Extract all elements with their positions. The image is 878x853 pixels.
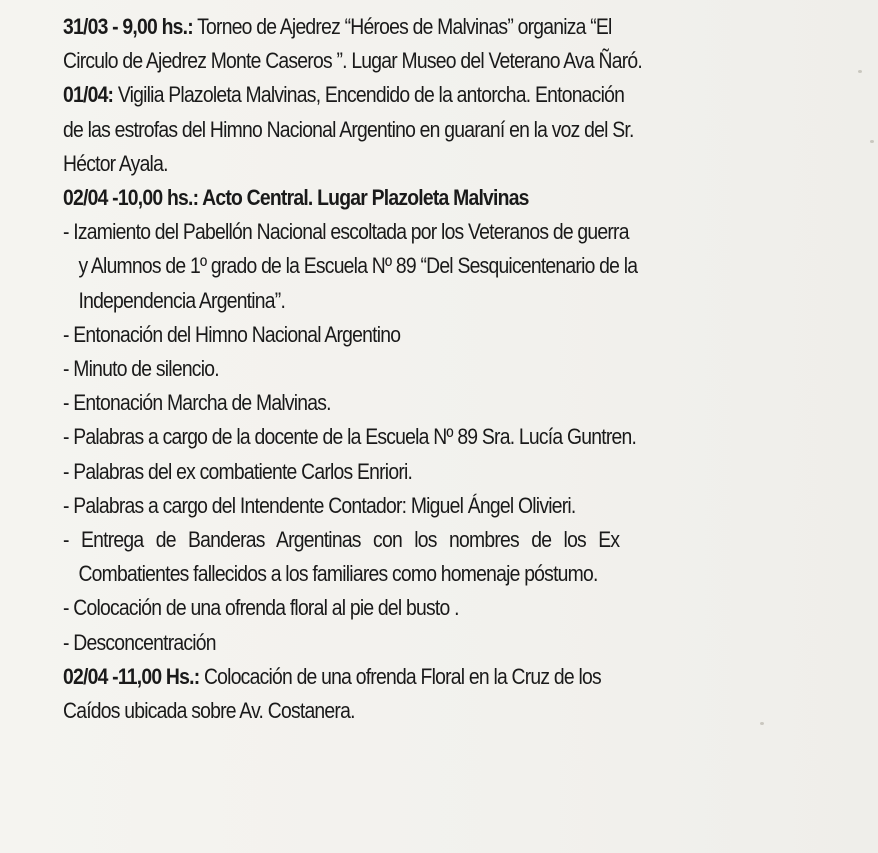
event-text: Torneo de Ajedrez “Héroes de Malvinas” organiza “El: [192, 14, 612, 39]
list-item-continuation: Combatientes fallecidos a los familiares como homenaje póstumo.: [78, 561, 598, 587]
list-item: - Entonación Marcha de Malvinas.: [63, 390, 331, 416]
event-date: 02/04 -11,00 Hs.:: [63, 663, 200, 689]
event-line: Héctor Ayala.: [63, 150, 168, 176]
event-line: Circulo de Ajedrez Monte Caseros ”. Lugar Museo del Veterano Ava Ñaró.: [63, 48, 642, 74]
list-item: - Palabras a cargo del Intendente Contador: Miguel Ángel Olivieri.: [63, 492, 576, 518]
paper-speck: [760, 722, 764, 725]
list-item: - Desconcentración: [63, 629, 216, 655]
event-line: de las estrofas del Himno Nacional Argentino en guaraní en la voz del Sr.: [63, 116, 634, 142]
list-item: - Colocación de una ofrenda floral al pie del busto .: [63, 595, 459, 621]
event-text: Vigilia Plazoleta Malvinas, Encendido de la antorcha. Entonación: [113, 82, 625, 108]
list-item: - Entrega de Banderas Argentinas con los nombres de los Ex: [63, 527, 620, 553]
paper-speck: [858, 70, 862, 73]
event-line: [63, 660, 704, 694]
event-line: [63, 10, 704, 44]
list-item: - Palabras a cargo de la docente de la Escuela Nº 89 Sra. Lucía Guntren.: [63, 424, 637, 450]
event-date: 01/04:: [63, 82, 114, 108]
list-item-continuation: Independencia Argentina”.: [78, 287, 286, 313]
event-line: Caídos ubicada sobre Av. Costanera.: [63, 698, 355, 724]
event-date: 31/03 - 9,00 hs.:: [63, 14, 193, 39]
list-item: - Minuto de silencio.: [63, 356, 219, 382]
list-item: - Entonación del Himno Nacional Argentino: [63, 321, 401, 347]
event-line: [63, 78, 704, 112]
list-item-continuation: y Alumnos de 1º grado de la Escuela Nº 89 “Del Sesquicentenario de la: [78, 253, 638, 279]
list-item: - Izamiento del Pabellón Nacional escoltada por los Veteranos de guerra: [63, 219, 629, 245]
paper-speck: [870, 140, 874, 143]
section-header: 02/04 -10,00 hs.: Acto Central. Lugar Plazoleta Malvinas: [63, 185, 529, 211]
list-item: - Palabras del ex combatiente Carlos Enriori.: [63, 458, 413, 484]
event-text: Colocación de una ofrenda Floral en la Cruz de los: [199, 663, 601, 689]
